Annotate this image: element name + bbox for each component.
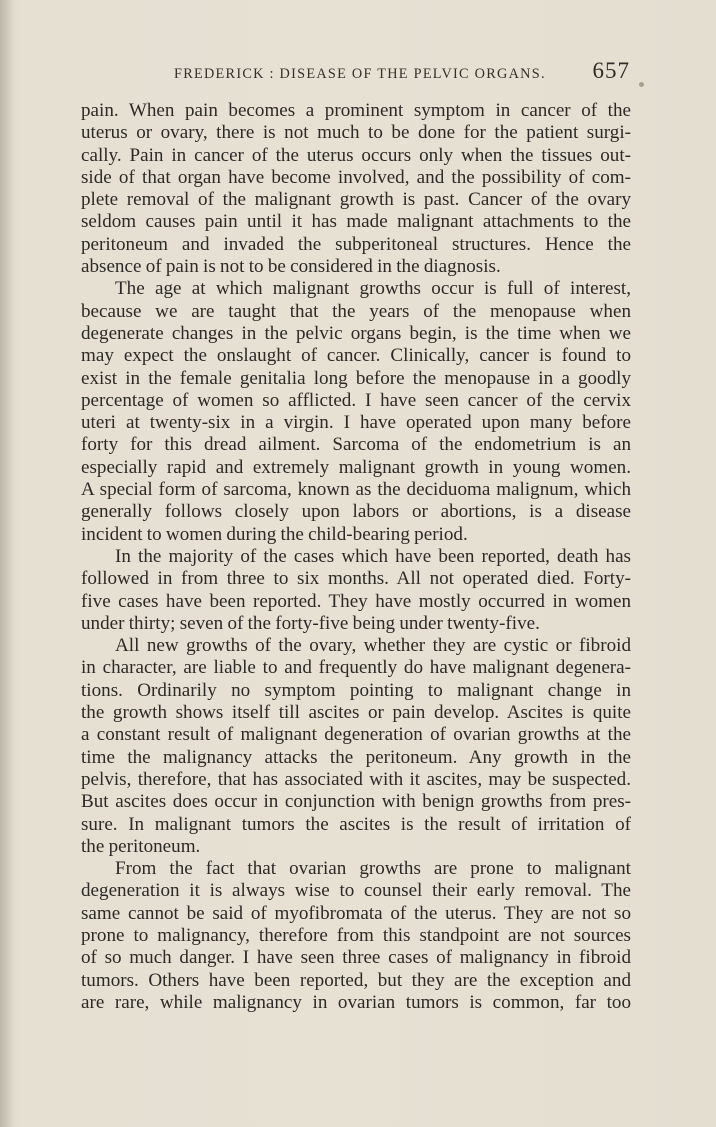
text-line: uteri at twenty-six in a virgin. I have operated upon many before — [81, 412, 631, 434]
text-line: in character, are liable to and frequently do have malignant degenera- — [81, 657, 631, 679]
text-line: prone to malignancy, therefore from this standpoint are not sources — [81, 924, 631, 946]
text-line: From the fact that ovarian growths are prone to malignant — [115, 858, 631, 880]
text-line: tumors. Others have been reported, but they are the exception and — [81, 969, 631, 991]
text-line: percentage of women so afflicted. I have seen cancer of the cervix — [81, 389, 631, 411]
text-line: pelvis, therefore, that has associated with it ascites, may be suspected. — [81, 768, 631, 790]
page-number: 657 — [592, 58, 630, 83]
text-line: because we are taught that the years of the menopause when — [81, 300, 631, 322]
text-line: cally. Pain in cancer of the uterus occurs only when the tissues out- — [81, 144, 631, 166]
text-line: generally follows closely upon labors or abortions, is a disease — [81, 501, 631, 523]
text-line: followed in from three to six months. All not operated died. Forty- — [81, 568, 631, 590]
text-line: peritoneum and invaded the subperitoneal structures. Hence the — [81, 233, 631, 255]
text-line: incident to women during the child-bearing period. — [81, 523, 468, 545]
text-line: But ascites does occur in conjunction with benign growths from pres- — [81, 791, 631, 813]
text-line: exist in the female genitalia long before the menopause in a goodly — [81, 367, 631, 389]
spine-shadow — [0, 0, 14, 1127]
text-line: pain. When pain becomes a prominent symptom in cancer of the — [81, 100, 631, 121]
body-text — [81, 100, 631, 1014]
text-line: degenerate changes in the pelvic organs begin, is the time when we — [81, 322, 631, 344]
text-line: of so much danger. I have seen three cases of malignancy in fibroid — [81, 947, 631, 969]
text-line: the growth shows itself till ascites or pain develop. Ascites is quite — [81, 702, 631, 724]
text-line: The age at which malignant growths occur is full of interest, — [115, 278, 631, 300]
text-line: may expect the onslaught of cancer. Clinically, cancer is found to — [81, 345, 631, 367]
text-line: five cases have been reported. They have mostly occurred in women — [81, 590, 631, 612]
paper-speck — [639, 82, 644, 87]
text-line: seldom causes pain until it has made malignant attachments to the — [81, 211, 631, 233]
page-header — [86, 58, 630, 92]
text-line: a constant result of malignant degeneration of ovarian growths at the — [81, 724, 631, 746]
text-line: forty for this dread ailment. Sarcoma of the endometrium is an — [81, 434, 631, 456]
text-line: plete removal of the malignant growth is past. Cancer of the ovary — [81, 189, 631, 211]
text-line: same cannot be said of myofibromata of the uterus. They are not so — [81, 902, 631, 924]
text-line: the peritoneum. — [81, 835, 201, 857]
text-line: side of that organ have become involved, and the possibility of com- — [81, 166, 631, 188]
text-line: sure. In malignant tumors the ascites is the result of irritation of — [81, 813, 631, 835]
text-line: are rare, while malignancy in ovarian tumors is common, far too — [81, 991, 631, 1013]
text-line: time the malignancy attacks the peritoneum. Any growth in the — [81, 746, 631, 768]
text-line: especially rapid and extremely malignant growth in young women. — [81, 456, 631, 478]
text-line: degeneration it is always wise to counsel their early removal. The — [81, 880, 631, 902]
text-line: tions. Ordinarily no symptom pointing to malignant change in — [81, 679, 631, 701]
text-line: absence of pain is not to be considered in the diagnosis. — [81, 256, 501, 278]
text-line: A special form of sarcoma, known as the deciduoma malignum, which — [81, 479, 631, 501]
text-line: under thirty; seven of the forty-five being under twenty-five. — [81, 612, 540, 634]
text-line: uterus or ovary, there is not much to be done for the patient surgi- — [81, 122, 631, 144]
text-line: All new growths of the ovary, whether they are cystic or fibroid — [115, 635, 631, 657]
running-head: FREDERICK : DISEASE OF THE PELVIC ORGANS. — [174, 66, 546, 82]
text-line: In the majority of the cases which have been reported, death has — [115, 545, 631, 567]
